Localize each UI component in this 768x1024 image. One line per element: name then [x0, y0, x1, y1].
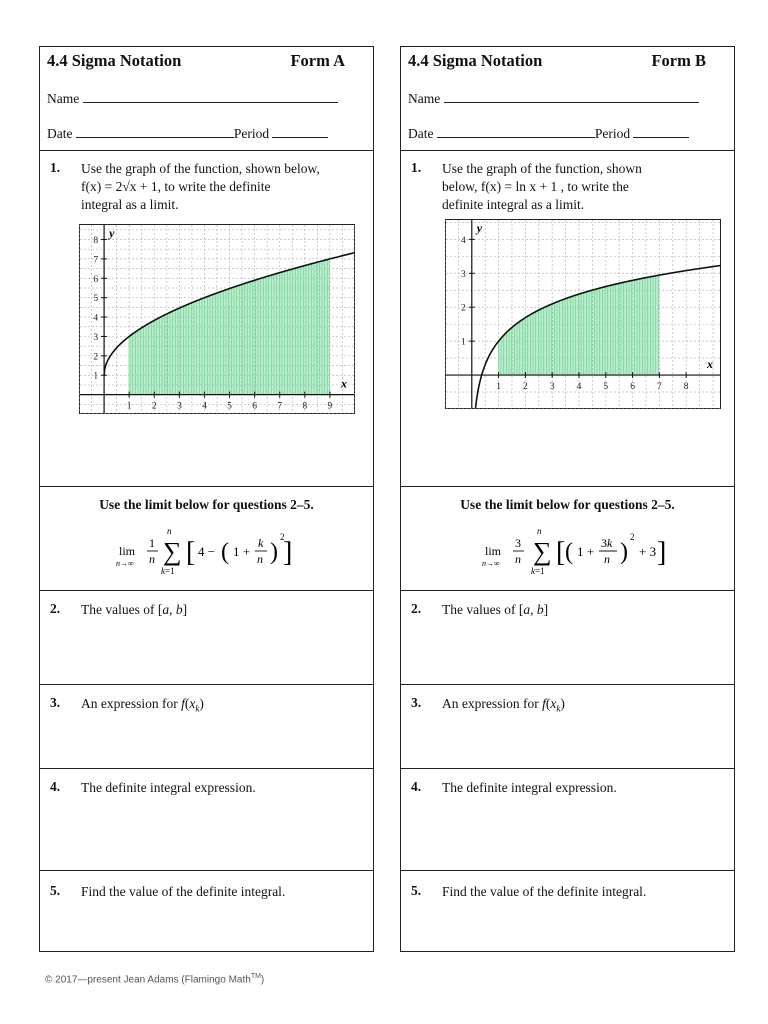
name-label: Name [47, 91, 80, 106]
copyright-text: © 2017—present Jean Adams (Flamingo Math [45, 974, 251, 986]
question-5-text: Find the value of the definite integral. [81, 884, 286, 899]
question-4-text: The definite integral expression. [81, 780, 256, 795]
period-blank[interactable] [272, 125, 328, 138]
y-tick-label: 7 [93, 255, 99, 266]
y-tick-label: 4 [461, 235, 466, 246]
period-label: Period [594, 126, 631, 141]
right-bracket: ] [283, 537, 293, 568]
question-2-text: The values of [a, b] [81, 602, 188, 617]
x-tick-label: 7 [277, 401, 283, 412]
left-paren: ( [565, 539, 573, 565]
question-4-cell [40, 769, 373, 871]
question-number: 2. [411, 601, 422, 616]
question-number: 1. [50, 160, 61, 175]
y-tick-label: 4 [93, 313, 99, 324]
x-tick-label: 1 [496, 382, 501, 393]
copyright-footer [45, 973, 264, 985]
question-number: 1. [411, 160, 422, 175]
fraction-denominator: n [604, 552, 610, 566]
exponent: 2 [280, 532, 285, 542]
x-tick-label: 9 [327, 401, 333, 412]
limit-instructions: Use the limit below for questions 2–5. [99, 497, 314, 512]
fraction-denominator: n [257, 552, 263, 566]
y-tick-label: 2 [461, 303, 466, 314]
name-blank[interactable] [444, 90, 699, 103]
x-tick-label: 8 [683, 382, 689, 393]
limit-instructions: Use the limit below for questions 2–5. [460, 497, 675, 512]
y-axis-label: y [476, 221, 483, 235]
question-number: 4. [411, 779, 422, 794]
limit-cell [40, 487, 373, 591]
form-label: Form B [651, 51, 706, 70]
x-axis-label: x [341, 376, 347, 391]
form-label: Form A [290, 51, 345, 70]
sum-upper: n [537, 526, 542, 536]
left-bracket: [ [556, 537, 566, 568]
question-5-cell [401, 871, 734, 953]
x-tick-label: 3 [549, 382, 555, 393]
question-1-line: Use the graph of the function, shown [442, 161, 642, 176]
worksheet-title: 4.4 Sigma Notation [408, 51, 543, 70]
name-line [408, 90, 699, 107]
question-3-cell [401, 685, 734, 769]
y-tick-label: 1 [93, 371, 99, 382]
fraction-numerator: k [258, 536, 264, 550]
y-tick-label: 1 [461, 337, 466, 348]
fraction-numerator: 3 [515, 536, 521, 550]
question-1-line: integral as a limit. [81, 197, 179, 212]
question-1-cell [40, 151, 373, 487]
trademark-mark: TM [250, 973, 261, 980]
y-axis-label: y [109, 226, 115, 240]
fraction-denominator: n [515, 552, 521, 566]
copyright-close: ) [260, 974, 265, 986]
period-label: Period [233, 126, 270, 141]
limit-expression [401, 521, 736, 581]
header-section [401, 47, 734, 151]
sum-upper: n [167, 526, 172, 536]
question-number: 5. [411, 883, 422, 898]
x-tick-label: 3 [176, 401, 182, 412]
x-tick-label: 2 [151, 401, 157, 412]
date-label: Date [47, 126, 73, 141]
question-1-line: definite integral as a limit. [442, 197, 585, 212]
question-3-cell [40, 685, 373, 769]
question-1-text [81, 160, 365, 214]
period-blank[interactable] [633, 125, 689, 138]
x-tick-label: 8 [302, 401, 308, 412]
y-tick-label: 8 [93, 236, 99, 247]
limit-expression [40, 521, 375, 581]
worksheet-form-a [39, 46, 374, 952]
x-tick-label: 2 [523, 382, 528, 393]
question-number: 3. [50, 695, 61, 710]
expression-part: 4 − [198, 544, 216, 559]
name-label: Name [408, 91, 441, 106]
function-graph [445, 219, 721, 409]
expression-part: 1 + [233, 544, 251, 559]
x-tick-label: 5 [227, 401, 232, 412]
date-blank[interactable] [76, 125, 234, 138]
date-period-line [47, 125, 328, 142]
x-axis-label: x [707, 357, 713, 372]
question-5-cell [40, 871, 373, 953]
y-tick-label: 2 [93, 352, 99, 363]
lim-subscript: n→∞ [116, 559, 134, 568]
exponent: 2 [630, 532, 635, 542]
header-section [40, 47, 373, 151]
x-tick-label: 7 [656, 382, 662, 393]
worksheet-title: 4.4 Sigma Notation [47, 51, 182, 70]
question-3-text: An expression for $f(x_k)$ [81, 696, 204, 714]
left-paren: ( [221, 539, 229, 565]
fraction-numerator: 1 [149, 536, 155, 550]
question-2-cell [401, 591, 734, 685]
right-bracket: ] [657, 537, 667, 568]
question-number: 3. [411, 695, 422, 710]
question-3-text: An expression for $f(x_k)$ [442, 696, 565, 714]
right-paren: ) [620, 539, 628, 565]
y-tick-label: 3 [461, 269, 466, 280]
question-number: 2. [50, 601, 61, 616]
question-number: 5. [50, 883, 61, 898]
question-4-text: The definite integral expression. [442, 780, 617, 795]
expression-part: 1 + [577, 544, 595, 559]
x-tick-label: 1 [126, 401, 132, 412]
question-1-line: Use the graph of the function, shown below, [81, 161, 320, 176]
question-5-text: Find the value of the definite integral. [442, 884, 647, 899]
y-tick-label: 5 [93, 294, 99, 305]
limit-cell [401, 487, 734, 591]
x-tick-label: 5 [603, 382, 609, 393]
sigma-symbol: ∑ [533, 537, 552, 566]
x-tick-label: 4 [576, 382, 582, 393]
question-2-text: The values of [a, b] [442, 602, 549, 617]
name-blank[interactable] [83, 90, 338, 103]
x-tick-label: 4 [202, 401, 207, 412]
lim-subscript: n→∞ [482, 559, 500, 568]
lim-label: lim [485, 544, 502, 558]
fraction-denominator: n [149, 552, 155, 566]
date-period-line [408, 125, 689, 142]
name-line [47, 90, 338, 107]
question-number: 4. [50, 779, 61, 794]
question-2-cell [40, 591, 373, 685]
sum-lower: k=1 [531, 566, 545, 576]
sigma-symbol: ∑ [163, 537, 182, 566]
question-1-cell [401, 151, 734, 487]
sum-lower: k=1 [161, 566, 175, 576]
expression-part: + 3 [639, 544, 657, 559]
x-tick-label: 6 [630, 382, 635, 393]
question-1-line: below, f(x) = ln x + 1 , to write the [442, 179, 629, 194]
lim-label: lim [119, 544, 136, 558]
y-tick-label: 3 [93, 332, 99, 343]
x-tick-label: 6 [252, 401, 258, 412]
left-bracket: [ [186, 537, 196, 568]
question-4-cell [401, 769, 734, 871]
worksheet-form-b [400, 46, 735, 952]
question-1-line: f(x) = 2√x + 1, to write the definite [81, 179, 271, 194]
y-tick-label: 6 [93, 274, 99, 285]
right-paren: ) [270, 539, 278, 565]
fraction-numerator: 3k [601, 536, 613, 550]
question-1-text [442, 160, 726, 214]
date-label: Date [408, 126, 434, 141]
date-blank[interactable] [437, 125, 595, 138]
function-graph [79, 224, 355, 414]
